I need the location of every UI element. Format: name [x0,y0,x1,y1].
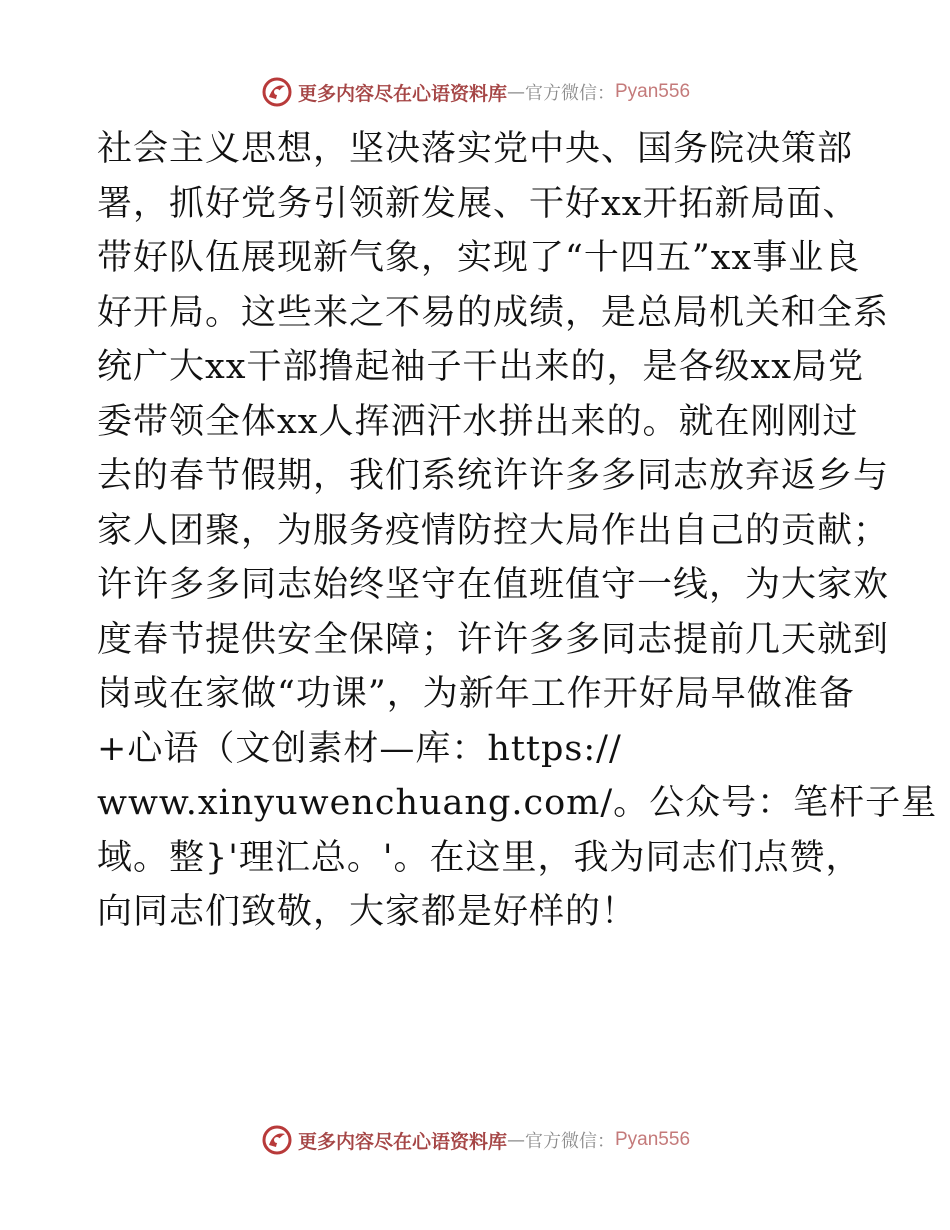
banner-wechat-id: Pyan556 [615,1129,691,1150]
footer-banner [0,1120,950,1160]
document-body [97,122,938,940]
banner-separator: — [507,81,525,103]
banner-wechat-id: Pyan556 [615,81,691,102]
body-line: 委带领全体xx人挥洒汗水拼出来的。就在刚刚过 [97,401,859,442]
body-line: 岗或在家做“功课”，为新年工作开好局早做准备 [97,674,855,714]
body-line: +心语（文创素材—库：https:// [97,728,622,769]
body-line: 统广大xx干部撸起袖子干出来的，是各级xx局党 [97,347,864,387]
body-line: 度春节提供安全保障；许许多多同志提前几天就到 [97,619,890,660]
banner-wechat-label: 官方微信： [525,83,615,104]
body-line: 家人团聚，为服务疫情防控大局作出自己的贡献； [97,510,890,551]
banner-site-text: 更多内容尽在心语资料库 [297,1130,507,1153]
red-swirl-logo-icon [260,75,294,109]
body-line: www.xinyuwenchuang.com/。公众号：笔杆子星 [97,783,938,823]
body-line: 署，抓好党务引领新发展、干好xx开拓新局面、 [97,183,859,224]
red-swirl-logo-icon [260,1123,294,1157]
body-line: 向同志们致敬，大家都是好样的！ [97,892,638,932]
header-banner [0,72,950,112]
body-line: 社会主义思想，坚决落实党中央、国务院决策部 [97,129,854,169]
banner-separator: — [507,1129,525,1151]
banner-wechat-label: 官方微信： [525,1131,615,1152]
body-line: 域。整}'理汇总。'。在这里，我为同志们点赞， [97,837,862,878]
body-line: 去的春节假期，我们系统许许多多同志放弃返乡与 [97,456,890,496]
banner-site-text: 更多内容尽在心语资料库 [297,82,507,105]
body-line: 带好队伍展现新气象，实现了“十四五”xx事业良 [97,238,861,278]
body-line: 好开局。这些来之不易的成绩，是总局机关和全系 [97,292,890,333]
body-line: 许许多多同志始终坚守在值班值守一线，为大家欢 [97,565,890,605]
